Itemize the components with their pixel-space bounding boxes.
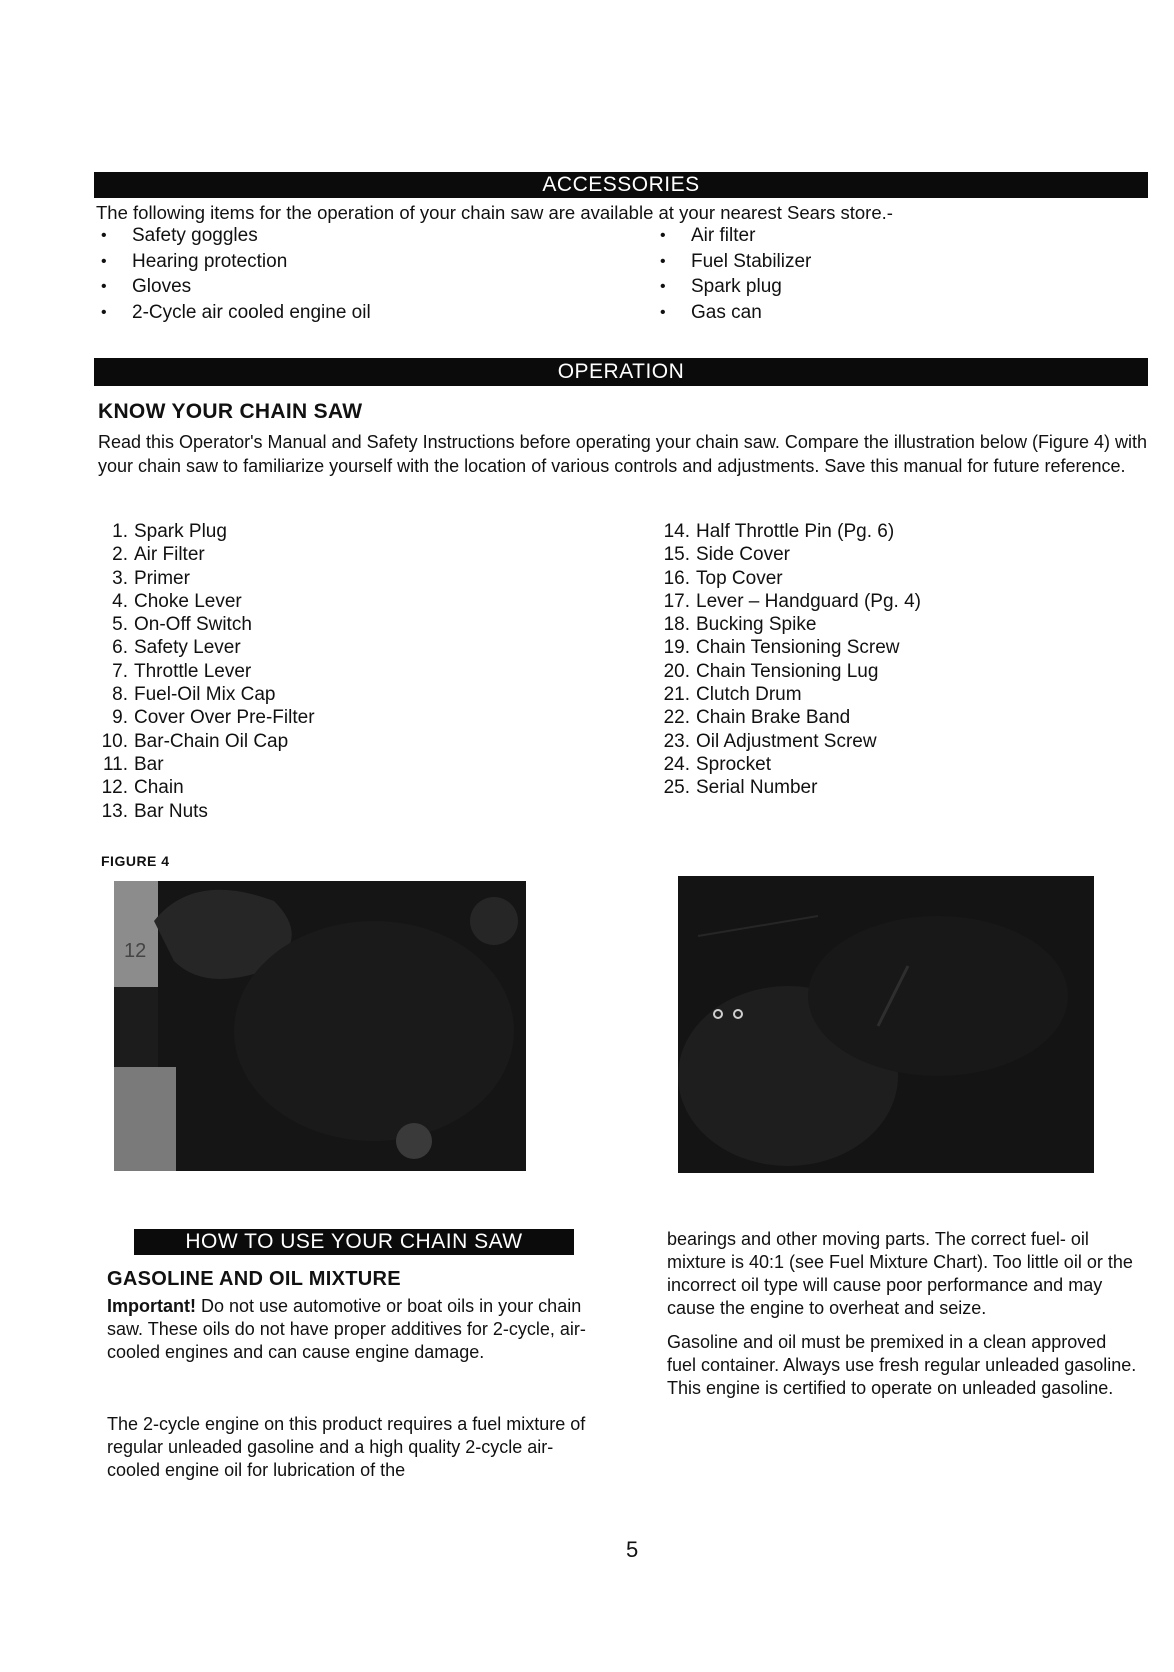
part-label: Lever – Handguard (Pg. 4) [696, 590, 921, 612]
part-item [100, 660, 315, 683]
part-number: 22. [663, 707, 690, 729]
how-to-use-heading: HOW TO USE YOUR CHAIN SAW [134, 1229, 574, 1255]
part-number: 19. [663, 637, 690, 659]
part-number: 13. [101, 800, 128, 822]
part-number: 16. [663, 567, 690, 589]
part-label: Spark Plug [134, 521, 227, 542]
part-number: 25. [663, 777, 690, 799]
part-number: 2. [112, 544, 128, 566]
accessory-item [655, 274, 811, 300]
part-number: 21. [663, 684, 690, 706]
accessory-label: Gas can [691, 301, 762, 323]
know-your-chain-saw-title: KNOW YOUR CHAIN SAW [98, 400, 363, 423]
accessory-label: Gloves [132, 276, 192, 297]
fuel-ratio-paragraph: bearings and other moving parts. The correct fuel- oil mixture is 40:1 (see Fuel Mixture Chart). Too little oil or the incorrect oil type will cause poor performance and may cause the engine to overheat and seize. [667, 1229, 1133, 1318]
part-item [660, 776, 921, 799]
part-label: Primer [134, 567, 190, 589]
chain-saw-photo-left-art [114, 881, 526, 1171]
part-number: 18. [663, 614, 690, 636]
part-item [660, 706, 921, 729]
part-item [660, 753, 921, 776]
figure-label: FIGURE 4 [101, 853, 170, 869]
part-item [660, 660, 921, 683]
accessory-item [655, 300, 811, 326]
accessories-left-list [96, 223, 371, 325]
accessory-item [96, 249, 371, 275]
chain-saw-photo-right [678, 876, 1094, 1173]
part-label: Cover Over Pre-Filter [134, 707, 315, 729]
part-number: 11. [102, 753, 128, 775]
accessory-label: Safety goggles [132, 225, 258, 246]
bullet-icon: • [660, 252, 666, 270]
operation-heading: OPERATION [94, 358, 1148, 386]
part-item [100, 753, 315, 776]
part-item [660, 613, 921, 636]
part-item [660, 730, 921, 753]
part-number: 14. [663, 521, 690, 542]
accessory-item [96, 274, 371, 300]
part-label: Bar Nuts [134, 800, 208, 822]
part-label: Choke Lever [134, 590, 242, 612]
part-number: 12. [101, 777, 128, 799]
part-item [660, 543, 921, 566]
bullet-icon: • [101, 227, 107, 244]
part-item [100, 706, 315, 729]
parts-list-left [100, 520, 315, 823]
part-label: Sprocket [696, 753, 771, 775]
part-item [100, 683, 315, 706]
part-label: Bar [134, 753, 164, 775]
part-label: Chain Tensioning Screw [696, 637, 900, 659]
accessory-label: Air filter [691, 225, 756, 246]
accessories-intro: The following items for the operation of your chain saw are available at your nearest Sears store.- [96, 202, 893, 223]
accessory-item [96, 300, 371, 326]
important-text: Do not use automotive or boat oils in your chain saw. These oils do not have proper additives for 2-cycle, air-cooled engines and can cause engine damage. [107, 1296, 586, 1362]
part-item [100, 567, 315, 590]
part-label: Side Cover [696, 544, 790, 566]
part-item [100, 776, 315, 799]
important-label: Important! [107, 1296, 196, 1316]
part-item [100, 520, 315, 543]
parts-list-right [660, 520, 921, 800]
part-label: Bar-Chain Oil Cap [134, 730, 289, 752]
chain-saw-photo-left [114, 881, 526, 1171]
bullet-icon: • [101, 303, 107, 321]
part-label: Clutch Drum [696, 684, 802, 706]
part-item [100, 543, 315, 566]
operation-intro: Read this Operator's Manual and Safety Instructions before operating your chain saw. Compare the illustration below (Figure 4) with your chain saw to familiarize yourself with the location of various controls and adjustments. Save this manual for future reference. [98, 432, 1147, 476]
gasoline-oil-mixture-title: GASOLINE AND OIL MIXTURE [107, 1268, 401, 1290]
part-item [100, 800, 315, 823]
part-number: 1. [112, 521, 128, 542]
part-item [100, 590, 315, 613]
accessories-right-list [655, 223, 811, 325]
bullet-icon: • [660, 278, 666, 295]
part-number: 17. [663, 590, 690, 612]
accessories-heading: ACCESSORIES [94, 172, 1148, 198]
callout-number: 12 [124, 940, 147, 962]
part-label: Bucking Spike [696, 614, 817, 636]
bullet-icon: • [660, 303, 666, 321]
part-number: 23. [663, 730, 690, 752]
part-number: 24. [663, 753, 690, 775]
part-label: Chain Brake Band [696, 707, 851, 729]
accessory-label: 2-Cycle air cooled engine oil [132, 301, 371, 323]
part-item [100, 613, 315, 636]
bullet-icon: • [101, 252, 107, 270]
part-number: 3. [112, 567, 128, 589]
accessory-item [655, 249, 811, 275]
part-label: Safety Lever [134, 637, 241, 659]
accessory-item [655, 223, 811, 249]
part-label: Half Throttle Pin (Pg. 6) [696, 521, 895, 542]
bullet-icon: • [101, 278, 107, 295]
part-label: Chain Tensioning Lug [696, 660, 879, 682]
part-item [100, 636, 315, 659]
part-item [660, 520, 921, 543]
part-number: 7. [112, 660, 128, 682]
important-paragraph [107, 1295, 602, 1364]
part-label: Oil Adjustment Screw [696, 730, 877, 752]
premix-paragraph: Gasoline and oil must be premixed in a clean approved fuel container. Always use fresh regular unleaded gasoline. This engine is certified to operate on unleaded gasoline. [667, 1332, 1137, 1398]
part-label: Fuel-Oil Mix Cap [134, 684, 276, 706]
part-item [100, 730, 315, 753]
part-label: Throttle Lever [134, 660, 252, 682]
part-label: Serial Number [696, 777, 818, 799]
part-number: 4. [112, 590, 128, 612]
accessory-label: Spark plug [691, 276, 782, 297]
part-label: Chain [134, 777, 184, 799]
part-number: 20. [663, 660, 690, 682]
part-number: 5. [112, 614, 128, 636]
part-number: 9. [112, 707, 128, 729]
part-item [660, 636, 921, 659]
part-label: On-Off Switch [134, 614, 252, 636]
part-item [660, 683, 921, 706]
part-number: 6. [112, 637, 128, 659]
page-number: 5 [626, 1537, 639, 1562]
part-number: 8. [112, 684, 128, 706]
chain-saw-photo-right-art [678, 876, 1094, 1173]
two-cycle-paragraph: The 2-cycle engine on this product requires a fuel mixture of regular unleaded gasoline and a high quality 2-cycle air-cooled engine oil for lubrication of the [107, 1414, 586, 1480]
part-item [660, 590, 921, 613]
part-label: Air Filter [134, 544, 205, 566]
bullet-icon: • [660, 227, 666, 244]
accessory-item [96, 223, 371, 249]
part-number: 15. [663, 544, 690, 566]
accessory-label: Fuel Stabilizer [691, 250, 812, 272]
part-label: Top Cover [696, 567, 783, 589]
part-item [660, 567, 921, 590]
accessory-label: Hearing protection [132, 250, 288, 272]
part-number: 10. [101, 730, 128, 752]
